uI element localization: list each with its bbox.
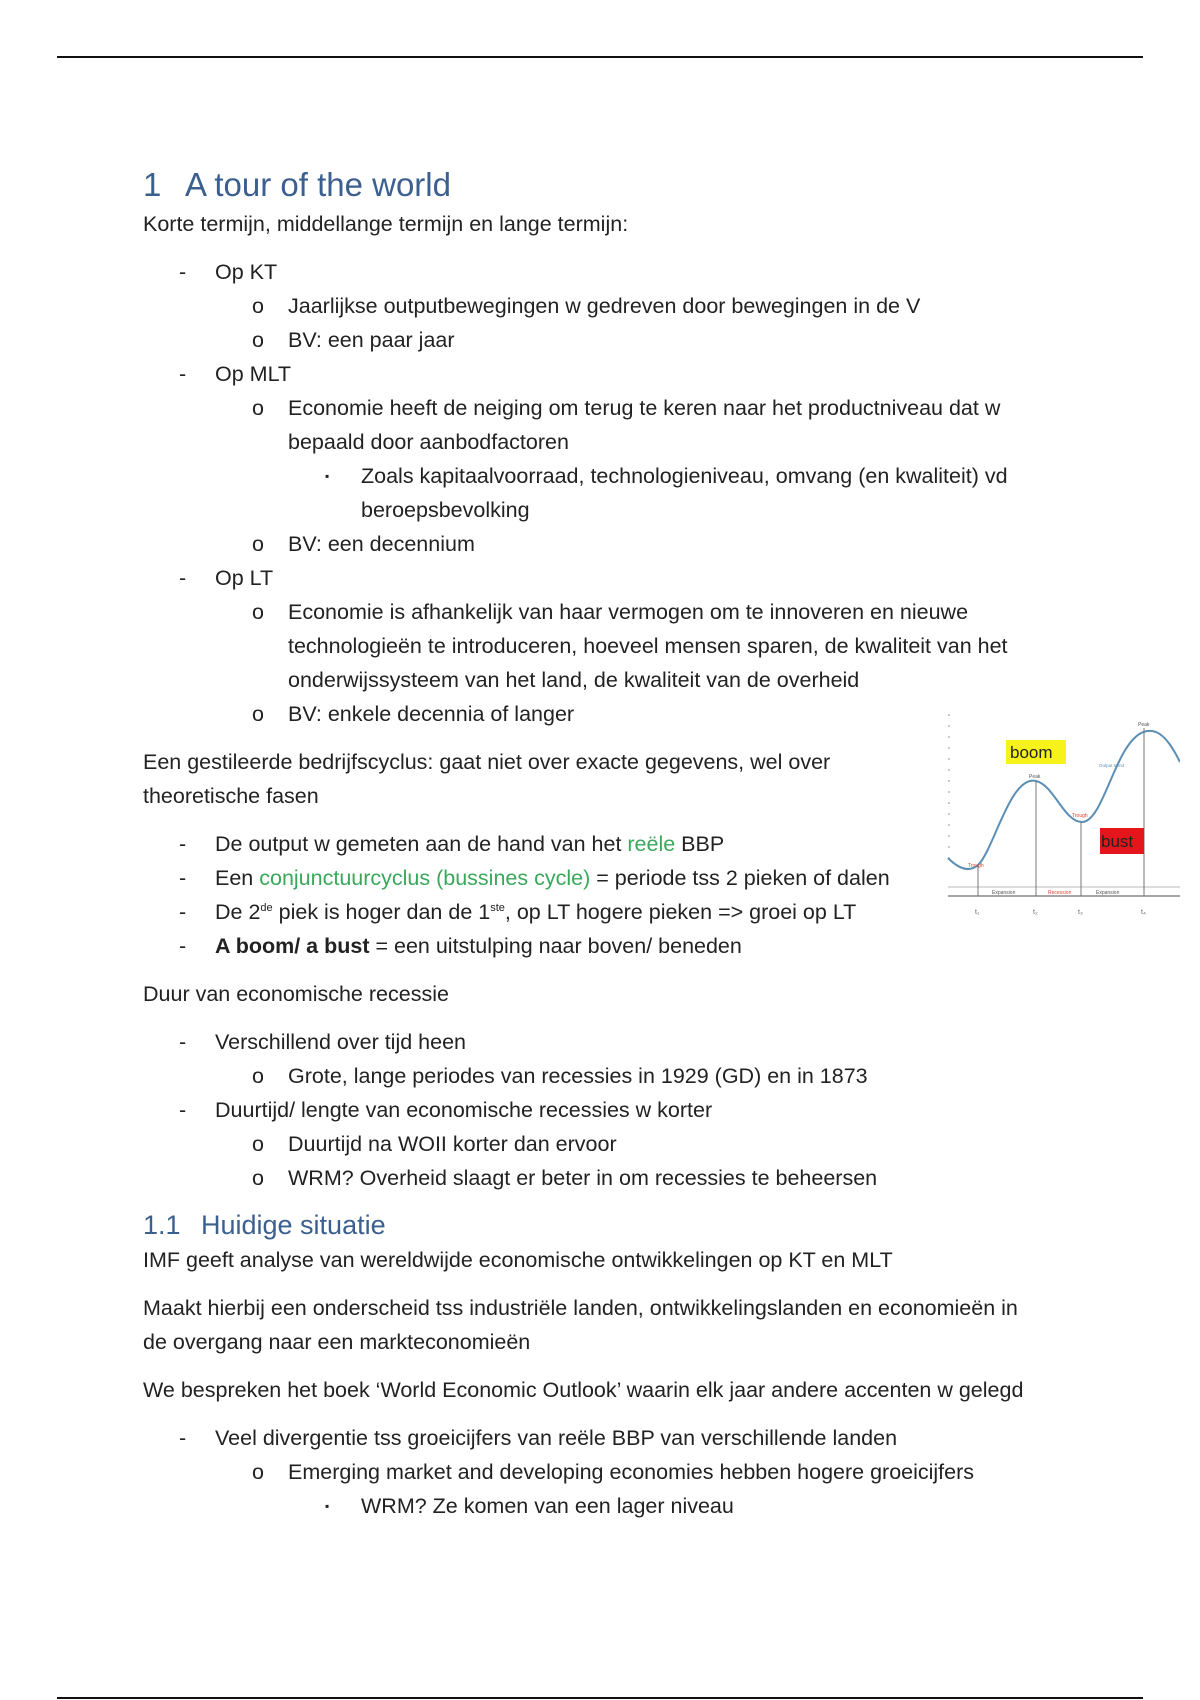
growth-list: [143, 1421, 1103, 1523]
tick-label: t₂: [1033, 909, 1038, 916]
list-item: - Verschillend over tijd heen: [179, 1030, 466, 1054]
heading-1: [143, 163, 1103, 207]
list-item: - De output w gemeten aan de hand van het reële BBP: [179, 832, 725, 856]
recession-list: [143, 1025, 1103, 1195]
tick-label: t₁: [975, 909, 980, 916]
heading-2: [143, 1207, 1103, 1243]
heading-title: Huidige situatie: [201, 1210, 386, 1240]
list-item: o Economie heeft de neiging om terug te keren naar het productniveau dat w bepaald door aanbodfactoren: [252, 396, 1001, 454]
footer-rule: [57, 1697, 1143, 1699]
tick-label: t₃: [1078, 909, 1083, 916]
list-item: ▪ Zoals kapitaalvoorraad, technologieniveau, omvang (en kwaliteit) vd beroepsbevolking: [325, 464, 1008, 522]
intro-text: Korte termijn, middellange termijn en lange termijn:: [143, 212, 629, 236]
term-list: [143, 255, 1103, 731]
list-item: o BV: enkele decennia of langer: [252, 702, 575, 726]
list-item: - Op LT: [179, 566, 274, 590]
cycle-intro: Een gestileerde bedrijfscyclus: gaat niet over exacte gegevens, wel over theoretische fasen: [143, 750, 831, 808]
list-item: - Op MLT: [179, 362, 292, 386]
heading-number: 1: [143, 166, 162, 203]
list-item: o Economie is afhankelijk van haar vermogen om te innoveren en nieuwe technologieën te introduceren, hoeveel mensen sparen, de kwaliteit van het onderwijssysteem van het land, de kwaliteit van de overheid: [252, 600, 1008, 692]
list-item: o WRM? Overheid slaagt er beter in om recessies te beheersen: [252, 1166, 878, 1190]
list-item: - Duurtijd/ lengte van economische recessies w korter: [179, 1098, 713, 1122]
business-cycle-diagram: [946, 710, 1180, 920]
header-rule: [57, 56, 1143, 58]
list-item: o BV: een decennium: [252, 532, 475, 556]
list-item: o Grote, lange periodes van recessies in 1929 (GD) en in 1873: [252, 1064, 868, 1088]
list-item: o Emerging market and developing economies hebben hogere groeicijfers: [252, 1460, 975, 1484]
phase-label: Expansion: [992, 890, 1016, 896]
list-item: o Jaarlijkse outputbewegingen w gedreven door bewegingen in de V: [252, 294, 921, 318]
list-item: - Een conjunctuurcyclus (bussines cycle) = periode tss 2 pieken of dalen: [179, 866, 890, 890]
paragraph: IMF geeft analyse van wereldwijde economische ontwikkelingen op KT en MLT: [143, 1248, 893, 1272]
list-item: o Duurtijd na WOII korter dan ervoor: [252, 1132, 617, 1156]
list-item: - Op KT: [179, 260, 278, 284]
trough-label: Trough: [968, 863, 984, 869]
paragraph: Maakt hierbij een onderscheid tss industriële landen, ontwikkelingslanden en economieën in de overgang naar een markteconomieën: [143, 1296, 1018, 1354]
list-item: ▪ WRM? Ze komen van een lager niveau: [325, 1494, 734, 1518]
trough-label: Trough: [1072, 813, 1088, 819]
boom-label: boom: [1010, 743, 1053, 762]
phase-label: Expansion: [1096, 890, 1120, 896]
tick-label: t₄: [1141, 909, 1146, 916]
heading-title: A tour of the world: [185, 166, 451, 203]
peak-label: Peak: [1138, 722, 1150, 728]
phase-label: Recession: [1048, 890, 1072, 896]
list-item: - A boom/ a bust = een uitstulping naar boven/ beneden: [179, 934, 742, 958]
paragraph: We bespreken het boek ‘World Economic Outlook’ waarin elk jaar andere accenten w gelegd: [143, 1378, 1024, 1402]
list-item: - Veel divergentie tss groeicijfers van reële BBP van verschillende landen: [179, 1426, 898, 1450]
trend-label: Output trend: [1099, 763, 1125, 768]
peak-label: Peak: [1029, 774, 1041, 780]
bust-label: bust: [1101, 832, 1134, 851]
recession-title: Duur van economische recessie: [143, 982, 449, 1006]
list-item: - De 2de piek is hoger dan de 1ste, op LT hogere pieken => groei op LT: [179, 900, 857, 924]
list-item: o BV: een paar jaar: [252, 328, 455, 352]
heading-number: 1.1: [143, 1210, 181, 1240]
